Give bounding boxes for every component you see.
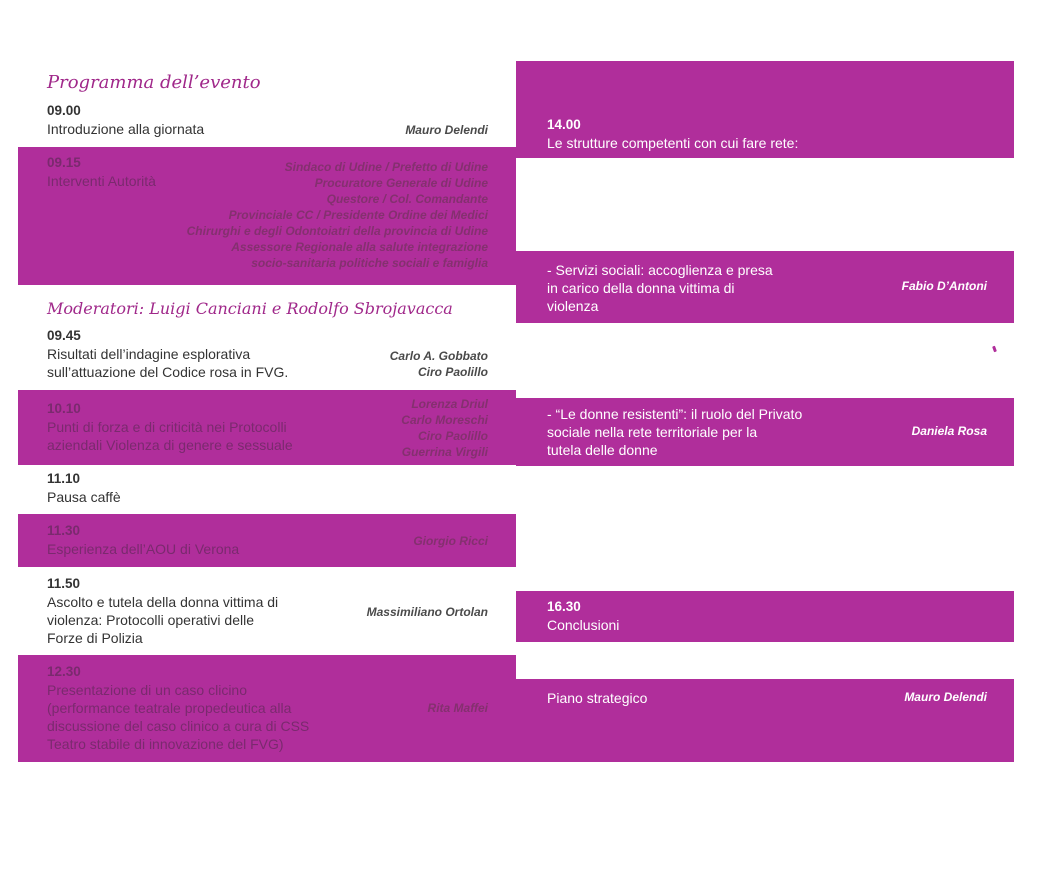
speaker-line: Guerrina Virgili xyxy=(401,445,488,459)
item-speaker: Giorgio Ricci xyxy=(413,534,488,548)
item-speaker: Massimiliano Ortolan xyxy=(366,605,488,619)
text-line: tutela delle donne xyxy=(547,442,658,458)
item-time: 10.10 xyxy=(47,401,81,416)
speaker-line: socio-sanitaria politiche sociali e famiglia xyxy=(251,256,488,270)
item-text xyxy=(547,261,773,315)
text-line: Presentazione di un caso clicino xyxy=(47,682,248,698)
item-time: 09.00 xyxy=(47,103,81,118)
text-line: discussione del caso clinico a cura di CSS xyxy=(47,718,310,734)
speaker-line: Ciro Paolillo xyxy=(417,429,488,443)
item-text xyxy=(47,345,288,381)
text-line: violenza: Protocolli operativi delle xyxy=(47,612,254,628)
item-speaker: Mauro Delendi xyxy=(904,690,987,704)
text-line: Forze di Polizia xyxy=(47,630,143,646)
item-text: Conclusioni xyxy=(547,617,620,633)
item-text xyxy=(47,681,309,753)
item-speakers xyxy=(187,159,488,271)
speaker-line: Carlo A. Gobbato xyxy=(389,349,488,363)
item-time: 11.30 xyxy=(47,523,81,538)
item-text xyxy=(47,418,293,454)
text-line: Teatro stabile di innovazione del FVG) xyxy=(47,736,284,752)
item-text xyxy=(547,405,802,459)
item-text: Interventi Autorità xyxy=(47,173,156,189)
speaker-line: Procuratore Generale di Udine xyxy=(314,176,488,190)
text-line: Punti di forza e di criticità nei Protocolli xyxy=(47,419,287,435)
item-text: Piano strategico xyxy=(547,690,648,706)
item-speaker: Mauro Delendi xyxy=(405,123,488,137)
item-text: Introduzione alla giornata xyxy=(47,121,205,137)
item-text: Le strutture competenti con cui fare rete: xyxy=(547,135,799,151)
item-time: 09.15 xyxy=(47,155,81,170)
item-time: 12.30 xyxy=(47,664,81,679)
item-speakers xyxy=(401,396,488,460)
item-text: Pausa caffè xyxy=(47,489,121,505)
text-line: Risultati dell’indagine esplorativa xyxy=(47,346,251,362)
text-line: aziendali Violenza di genere e sessuale xyxy=(47,437,293,453)
text-line: (performance teatrale propedeutica alla xyxy=(47,700,292,716)
speaker-line: Questore / Col. Comandante xyxy=(326,192,488,206)
item-time: 11.50 xyxy=(47,576,81,591)
item-time: 16.30 xyxy=(547,599,581,614)
item-speaker: Daniela Rosa xyxy=(911,424,987,438)
speaker-line: Carlo Moreschi xyxy=(401,413,488,427)
page-title: Programma dell’evento xyxy=(47,72,261,93)
speaker-line: Chirurghi e degli Odontoiatri della provincia di Udine xyxy=(186,224,488,238)
text-line: violenza xyxy=(547,298,599,314)
item-text xyxy=(47,593,278,647)
speaker-line: Lorenza Driul xyxy=(411,397,488,411)
item-speaker: Fabio D’Antoni xyxy=(901,279,987,293)
text-line: in carico della donna vittima di xyxy=(547,280,735,296)
text-line: Ascolto e tutela della donna vittima di xyxy=(47,594,279,610)
moderators-heading: Moderatori: Luigi Canciani e Rodolfo Sbrojavacca xyxy=(47,299,453,318)
item-time: 14.00 xyxy=(547,117,581,132)
speaker-line: Provinciale CC / Presidente Ordine dei Medici xyxy=(228,208,488,222)
speaker-line: Sindaco di Udine / Prefetto di Udine xyxy=(284,160,488,174)
item-time: 11.10 xyxy=(47,471,81,486)
item-time: 09.45 xyxy=(47,328,81,343)
decorative-mark xyxy=(992,346,997,353)
item-speaker: Rita Maffei xyxy=(427,701,488,715)
speaker-line: Assessore Regionale alla salute integrazione xyxy=(231,240,488,254)
text-line: sull’attuazione del Codice rosa in FVG. xyxy=(47,364,289,380)
speaker-line: Ciro Paolillo xyxy=(417,365,488,379)
item-speakers xyxy=(390,348,488,380)
text-line: - Servizi sociali: accoglienza e presa xyxy=(547,262,773,278)
text-line: - “Le donne resistenti”: il ruolo del Privato xyxy=(547,406,803,422)
item-text: Esperienza dell’AOU di Verona xyxy=(47,541,240,557)
text-line: sociale nella rete territoriale per la xyxy=(547,424,758,440)
